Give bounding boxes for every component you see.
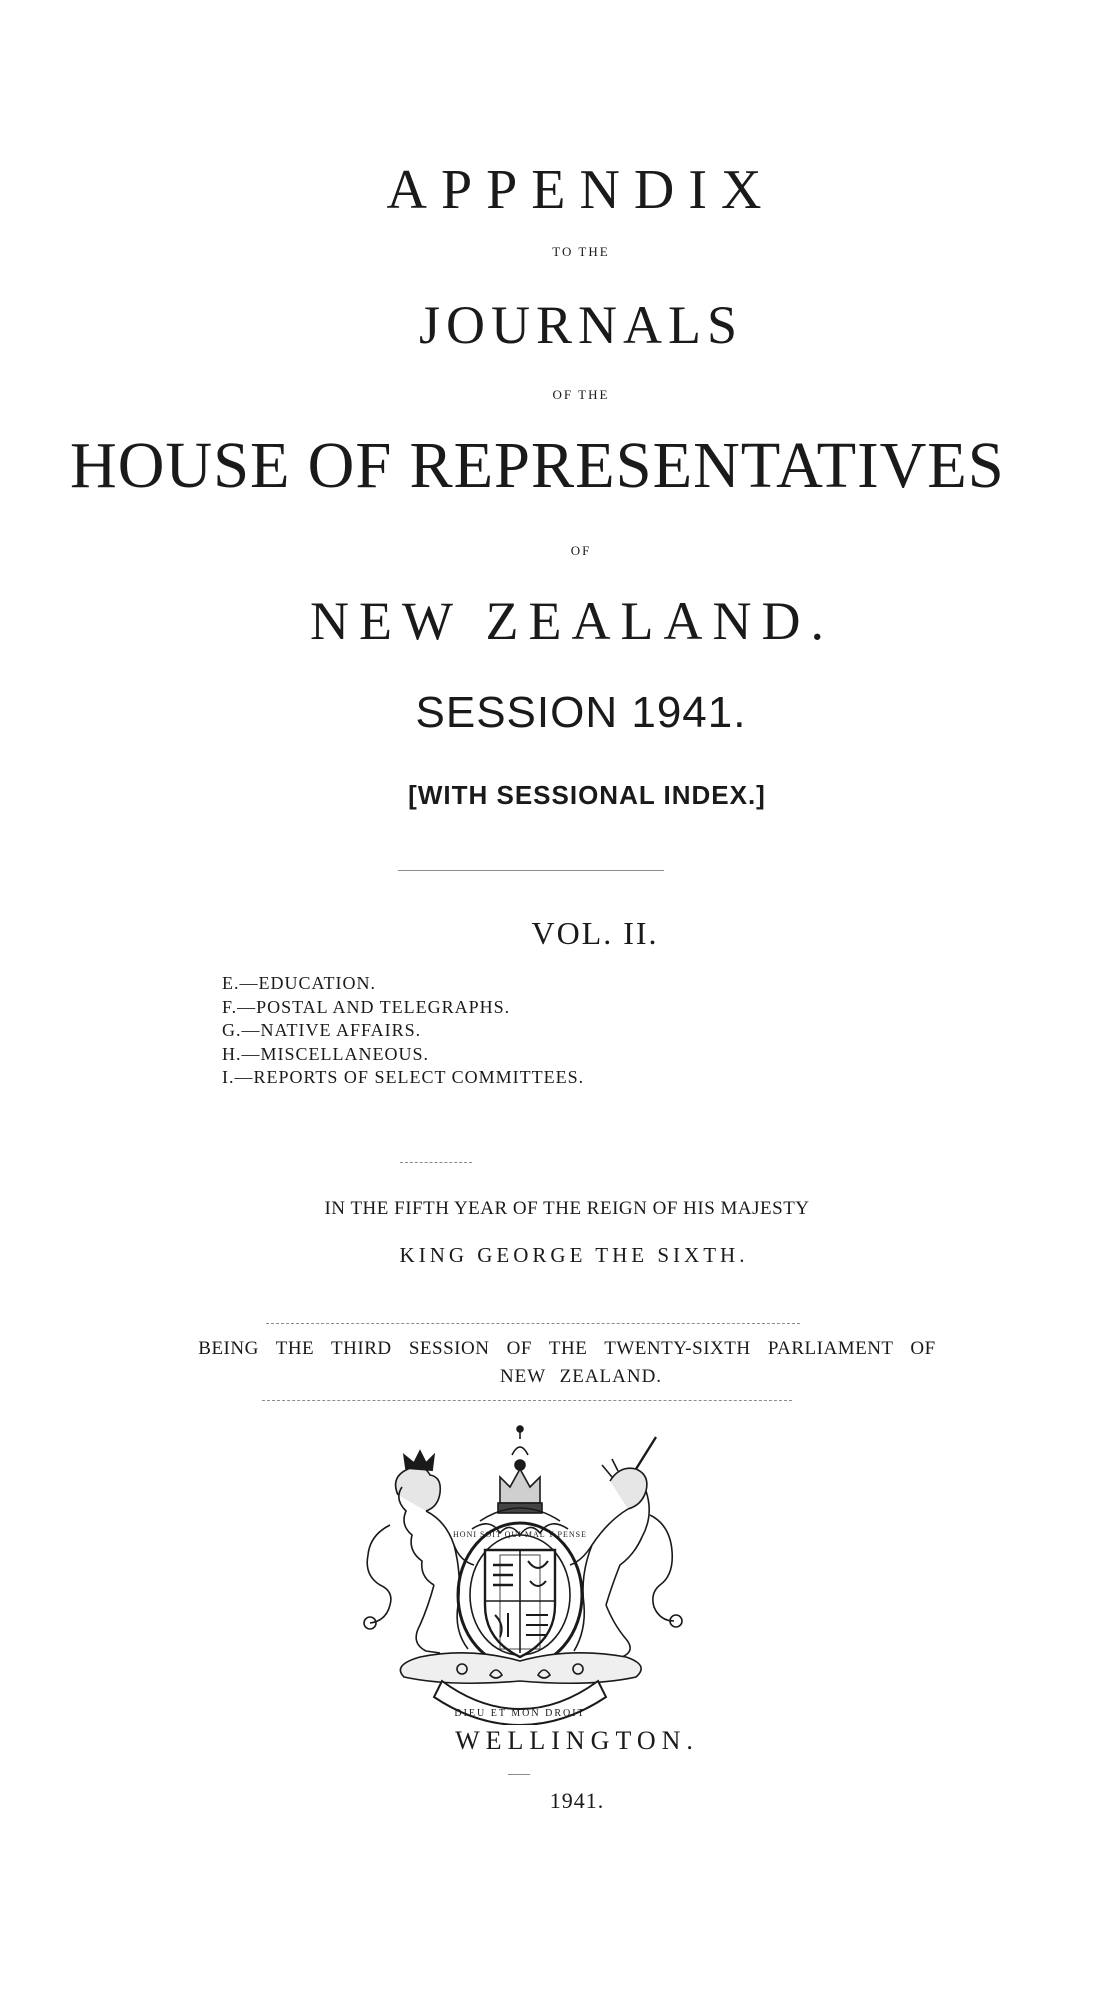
session-statement-line-1: BEING THE THIRD SESSION OF THE TWENTY-SIXTH PARLIAMENT OF	[198, 1338, 936, 1359]
contents-item: H.—MISCELLANEOUS.	[222, 1043, 430, 1064]
of-label: OF	[570, 543, 592, 558]
to-the-label: TO THE	[552, 244, 610, 259]
new-zealand-heading: NEW ZEALAND.	[310, 591, 834, 651]
motto-ribbon-icon	[434, 1681, 606, 1725]
unicorn-icon	[570, 1437, 682, 1657]
volume-heading: VOL. II.	[531, 915, 659, 951]
sessional-index-note: [WITH SESSIONAL INDEX.]	[408, 780, 766, 810]
lion-icon	[364, 1451, 474, 1653]
royal-coat-of-arms-icon	[350, 1425, 690, 1725]
contents-item: E.—EDUCATION.	[222, 973, 376, 993]
session-heading: SESSION 1941.	[415, 688, 747, 737]
crown-icon	[498, 1426, 542, 1513]
imprint-year: 1941.	[549, 1788, 605, 1813]
journals-heading: JOURNALS	[418, 295, 744, 355]
contents-item: I.—REPORTS OF SELECT COMMITTEES.	[222, 1067, 585, 1087]
reign-line: IN THE FIFTH YEAR OF THE REIGN OF HIS MAJESTY	[324, 1198, 810, 1219]
contents-item: G.—NATIVE AFFAIRS.	[222, 1020, 422, 1040]
divider-rule	[266, 1323, 800, 1324]
king-line: KING GEORGE THE SIXTH.	[399, 1243, 749, 1267]
of-the-label: OF THE	[552, 387, 610, 402]
house-heading: HOUSE OF REPRESENTATIVES	[70, 429, 1005, 502]
divider-rule	[400, 1162, 472, 1163]
appendix-heading: APPENDIX	[386, 159, 776, 221]
svg-text:DIEU ET MON DROIT: DIEU ET MON DROIT	[454, 1708, 586, 1719]
imprint-place: WELLINGTON.	[455, 1726, 699, 1755]
shield-icon	[485, 1550, 555, 1657]
session-statement-line-2: NEW ZEALAND.	[499, 1366, 663, 1387]
svg-text:HONI SOIT QUI MAL Y PENSE: HONI SOIT QUI MAL Y PENSE	[453, 1530, 587, 1539]
contents-item: F.—POSTAL AND TELEGRAPHS.	[222, 996, 511, 1017]
divider-rule	[262, 1400, 792, 1401]
divider-rule	[508, 1774, 530, 1775]
divider-rule	[398, 870, 664, 871]
contents-list	[222, 972, 584, 1090]
